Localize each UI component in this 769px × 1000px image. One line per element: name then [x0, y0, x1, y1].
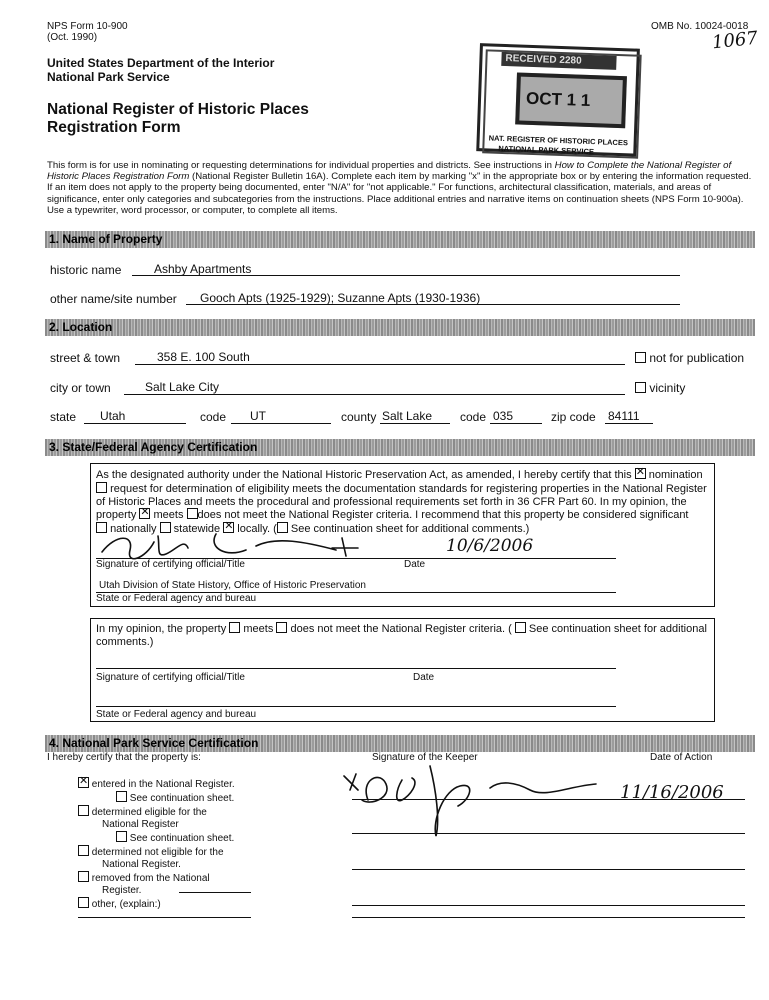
not-eligible-checkbox[interactable] — [78, 845, 89, 856]
form-subtitle: Registration Form — [47, 119, 181, 136]
omb-number: OMB No. 10024-0018 — [651, 21, 749, 32]
date-of-action-label: Date of Action — [650, 752, 713, 763]
service-name: National Park Service — [47, 70, 170, 84]
cert2-line2: comments.) — [96, 635, 154, 648]
state-cert-date: 10/6/2006 — [446, 536, 534, 556]
meets-label: meets — [153, 509, 184, 522]
request-determination-checkbox[interactable] — [96, 482, 107, 493]
county-value[interactable]: Salt Lake — [382, 409, 433, 423]
cert1-line2: request for determination of eligibility meets the documentation standards for registering properties in the National Register — [110, 482, 707, 495]
state-code-label: code — [200, 410, 227, 424]
cert2-line1: does not meet the National Register criteria. ( — [290, 623, 512, 635]
state-label: state — [50, 410, 77, 424]
not-for-publication-label: not for publication — [649, 351, 745, 365]
locally-label: locally. ( — [237, 523, 277, 536]
state-value[interactable]: Utah — [100, 409, 126, 423]
city-label: city or town — [50, 381, 111, 395]
state-signature-label: Signature of certifying official/Title — [96, 559, 245, 570]
not-eligible-label: determined not eligible for the — [91, 847, 224, 858]
removed-label-2: Register. — [102, 885, 142, 896]
determined-eligible-checkbox[interactable] — [78, 805, 89, 816]
form-number: NPS Form 10-900 — [47, 21, 128, 32]
stamp-line1: NAT. REGISTER OF HISTORIC PLACES — [488, 133, 629, 148]
other-checkbox[interactable] — [78, 897, 89, 908]
cert2-signature-label: Signature of certifying official/Title — [96, 672, 245, 683]
state-agency-label: State or Federal agency and bureau — [96, 593, 257, 604]
section-4-header — [45, 735, 755, 752]
county-code-label: code — [460, 410, 487, 424]
eligible-continuation-label: See continuation sheet. — [129, 833, 235, 844]
keeper-signature — [340, 760, 610, 842]
city-value[interactable]: Salt Lake City — [145, 380, 220, 394]
cert1-continuation-label: See continuation sheet for additional comments.) — [290, 523, 530, 536]
not-eligible-label-2: National Register. — [102, 859, 181, 870]
vicinity-option[interactable] — [635, 381, 685, 395]
county-code-value[interactable]: 035 — [493, 409, 514, 423]
keeper-line-1 — [352, 799, 745, 800]
nps-options — [78, 777, 338, 911]
zip-value[interactable]: 84111 — [608, 409, 640, 423]
instructions-paragraph — [47, 160, 753, 216]
cert2-does-not-meet-checkbox[interactable] — [276, 622, 287, 633]
removed-label: removed from the National — [91, 873, 210, 884]
county-line — [380, 423, 450, 424]
instructions-part1: This form is for use in nominating or requesting determinations for individual properties and districts. See instructions in — [47, 160, 555, 171]
historic-name-line — [132, 275, 680, 276]
street-value[interactable]: 358 E. 100 South — [157, 350, 250, 364]
instructions-part2: (National Register Bulletin 16A). Complete each item by marking "x" in the appropriate box or by entering the information requested. If an item does not apply to the property being documented, enter "N/A" for "not applicable." For functions, architectural classification, materials, and areas of significance, enter only categories and subcategories from the instructions. Place additional entries and narrative items on continuation sheets (NPS Form 10-900a). Use a typewriter, word processor, or computer, to complete all items. — [47, 171, 752, 216]
certify-statement: I hereby certify that the property is: — [47, 752, 201, 763]
cert2-continuation-checkbox[interactable] — [515, 622, 526, 633]
section-3-header — [45, 439, 755, 456]
cert1-line4: does not meet the National Register criteria. I recommend that this property be considered significant — [197, 509, 689, 522]
vicinity-label: vicinity — [649, 381, 686, 395]
nomination-checkbox[interactable] — [635, 468, 646, 479]
stamp-line2: NATIONAL PARK SERVICE — [498, 143, 595, 157]
entered-continuation-label: See continuation sheet. — [129, 793, 235, 804]
cert2-date-label: Date — [413, 672, 435, 683]
stamp-received: RECEIVED 2280 — [505, 53, 582, 67]
cert1-line3: of Historic Places and meets the procedural and professional requirements set forth in 36 CFR Part 60. In my opinion, the — [96, 495, 687, 508]
opinion-text — [96, 622, 708, 649]
cert2-agency-label: State or Federal agency and bureau — [96, 709, 257, 720]
department-name: United States Department of the Interior — [47, 56, 275, 70]
nationally-label: nationally — [110, 523, 157, 536]
street-label: street & town — [50, 351, 121, 365]
other-label: other, (explain:) — [91, 899, 161, 910]
form-date: (Oct. 1990) — [47, 32, 98, 43]
keeper-line-4 — [352, 905, 745, 906]
cert2-signature-line — [96, 668, 616, 669]
entered-label: entered in the National Register. — [91, 779, 235, 790]
section-1-header — [45, 231, 755, 248]
other-name-line — [186, 304, 680, 305]
state-code-line — [231, 423, 331, 424]
city-line — [124, 394, 625, 395]
cert1-property-label: property — [96, 509, 137, 522]
county-code-line — [490, 423, 542, 424]
state-certification-text — [96, 468, 708, 536]
keeper-line-3 — [352, 869, 745, 870]
determined-eligible-label-2: National Register — [102, 819, 179, 830]
keeper-line-2 — [352, 833, 745, 834]
state-code-value[interactable]: UT — [250, 409, 266, 423]
instructions-bulletin-title: How to Complete the National Register of Historic Places Registration Form — [47, 160, 732, 183]
cert2-continuation-label: See continuation sheet for additional — [528, 623, 707, 635]
other-explain-line — [179, 892, 251, 893]
not-for-publication-option[interactable] — [635, 351, 744, 365]
county-label: county — [341, 410, 377, 424]
section-2-title: 2. Location — [49, 320, 113, 334]
nomination-label: nomination — [648, 469, 703, 481]
meets-checkbox[interactable] — [139, 508, 150, 519]
zip-label: zip code — [551, 410, 596, 424]
state-line — [84, 423, 186, 424]
historic-name-value[interactable]: Ashby Apartments — [154, 262, 252, 276]
section-1-title: 1. Name of Property — [49, 232, 163, 246]
keeper-label: Signature of the Keeper — [372, 752, 478, 763]
determined-eligible-label: determined eligible for the — [91, 807, 207, 818]
entered-checkbox[interactable] — [78, 777, 89, 788]
historic-name-label: historic name — [50, 263, 122, 277]
date-of-action-value: 11/16/2006 — [620, 782, 724, 803]
cert2-agency-line — [96, 706, 616, 707]
handwritten-number: 1067 — [711, 27, 759, 54]
cert2-meets-checkbox[interactable] — [229, 622, 240, 633]
other-extra-line — [78, 917, 251, 918]
zip-line — [605, 423, 653, 424]
cert1-line1: As the designated authority under the National Historic Preservation Act, as amended, I hereby certify that this — [96, 469, 632, 481]
vicinity-checkbox[interactable] — [635, 382, 646, 393]
form-title: National Register of Historic Places — [47, 101, 309, 118]
does-not-meet-checkbox[interactable] — [187, 508, 198, 519]
street-line — [135, 364, 625, 365]
not-for-publication-checkbox[interactable] — [635, 352, 646, 363]
other-name-label: other name/site number — [50, 292, 177, 306]
eligible-continuation-checkbox[interactable] — [116, 831, 127, 842]
section-2-header — [45, 319, 755, 336]
received-stamp — [476, 43, 646, 161]
state-date-label: Date — [404, 559, 426, 570]
entered-continuation-checkbox[interactable] — [116, 791, 127, 802]
section-3-title: 3. State/Federal Agency Certification — [49, 440, 258, 454]
removed-checkbox[interactable] — [78, 871, 89, 882]
stamp-date: OCT 1 1 — [525, 88, 591, 111]
state-agency-value[interactable]: Utah Division of State History, Office of Historic Preservation — [99, 580, 366, 591]
section-4-title: 4. National Park Service Certification — [49, 736, 259, 750]
statewide-label: statewide — [173, 523, 221, 536]
keeper-line-5 — [352, 917, 745, 918]
cert2-property-label: In my opinion, the property — [96, 623, 227, 635]
other-name-value[interactable]: Gooch Apts (1925-1929); Suzanne Apts (1930-1936) — [200, 291, 481, 305]
cert2-meets-label: meets — [243, 623, 274, 635]
